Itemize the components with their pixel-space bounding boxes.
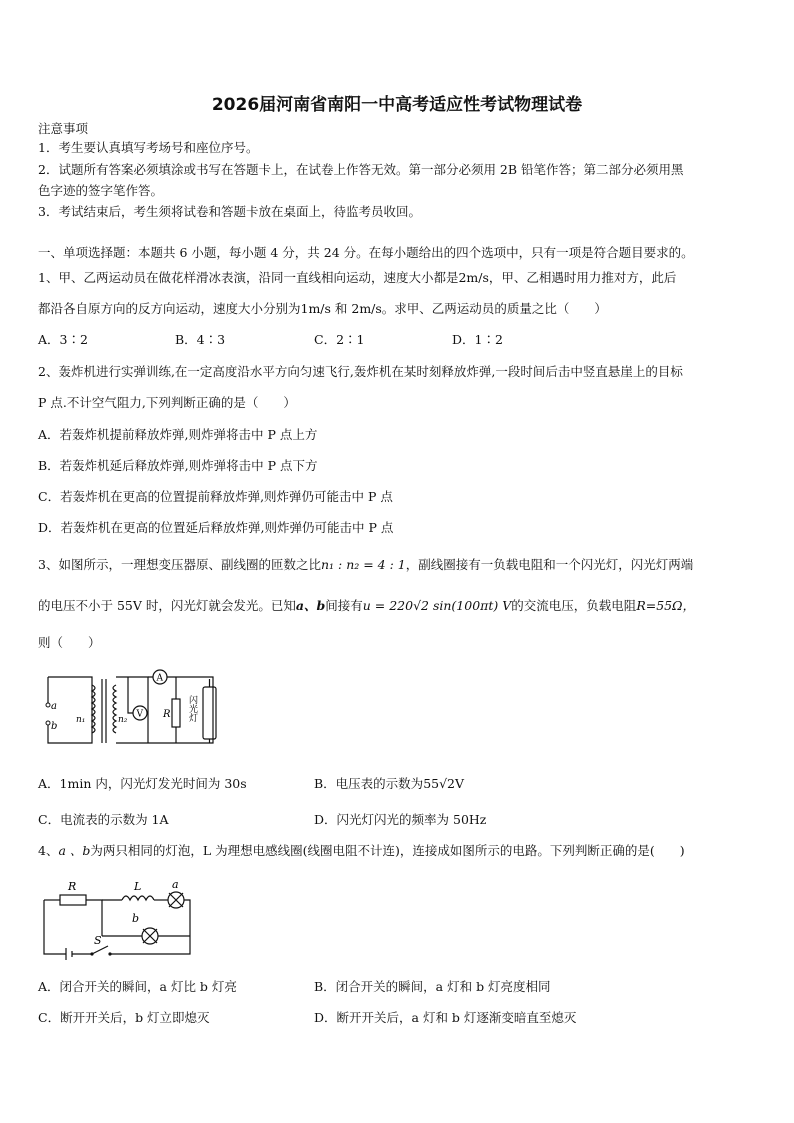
- terminal-b-label: b: [51, 721, 58, 732]
- switch-label: S: [94, 934, 102, 947]
- q2-option-d: D．若轰炸机在更高的位置延后释放炸弹,则炸弹仍可能击中 P 点: [38, 520, 394, 535]
- q1-stem: 都沿各自原方向的反方向运动，速度大小分别为1m/s 和 2m/s。求甲、乙两运动员的质量之比（ ）: [38, 301, 607, 316]
- section-heading: 一、单项选择题：本题共 6 小题，每小题 4 分，共 24 分。在每小题给出的四个选项中，只有一项是符合题目要求的。: [38, 245, 694, 260]
- terminal-a-label: a: [51, 701, 57, 712]
- q4-option-b: B．闭合开关的瞬间，a 灯和 b 灯亮度相同: [314, 979, 551, 994]
- q3-option-b: [314, 776, 464, 792]
- q3-stem: [38, 557, 693, 573]
- q4-option-a: A．闭合开关的瞬间，a 灯比 b 灯亮: [38, 979, 237, 994]
- q2-option-c: C．若轰炸机在更高的位置提前释放炸弹,则炸弹仍可能击中 P 点: [38, 489, 393, 504]
- inductor-label: L: [134, 880, 142, 893]
- q4-ab: a 、b: [58, 843, 91, 858]
- q3-formula: u = 220√2 sin(100πt) V: [362, 598, 512, 613]
- voltmeter-label: V: [136, 709, 143, 720]
- q4-option-c: C．断开开关后，b 灯立即熄灭: [38, 1010, 210, 1025]
- q3-stem: 则（ ）: [38, 635, 101, 650]
- q2-stem: 2、轰炸机进行实弹训练,在一定高度沿水平方向匀速飞行,轰炸机在某时刻释放炸弹,一段时间后击中竖直悬崖上的目标: [38, 364, 683, 379]
- q3-option-b-text: B．电压表的示数为: [314, 776, 424, 791]
- q2-option-b: B．若轰炸机延后释放炸弹,则炸弹将击中 P 点下方: [38, 458, 318, 473]
- lamp-a-label: a: [172, 878, 179, 891]
- n1-label: n₁: [76, 715, 86, 725]
- q3-transformer-figure: [38, 665, 224, 755]
- page-title: 2026届河南省南阳一中高考适应性考试物理试卷: [211, 95, 583, 115]
- notice-item: 2．试题所有答案必须填涂或书写在答题卡上，在试卷上作答无效。第一部分必须用 2B 铅笔作答；第二部分必须用黑: [38, 162, 684, 177]
- notice-item: 1．考生要认真填写考场号和座位序号。: [38, 140, 259, 155]
- q1-option-d: D．1∶2: [452, 332, 503, 347]
- q3-option-c: C．电流表的示数为 1A: [38, 812, 169, 827]
- q3-option-a: A．1min 内，闪光灯发光时间为 30s: [38, 776, 247, 791]
- q4-stem-text: 4、: [38, 843, 59, 858]
- q3-stem-text: 的电压不小于 55V 时，闪光灯就会发光。已知: [38, 598, 296, 613]
- q3-option-d: D．闪光灯闪光的频率为 50Hz: [314, 812, 487, 827]
- q3-stem: [38, 598, 695, 614]
- q3-stem-text: 间接有: [325, 598, 363, 613]
- ammeter-label: A: [156, 673, 163, 684]
- q4-stem-text: 为两只相同的灯泡，L 为理想电感线圈(线圈电阻不计连)，连接成如图所示的电路。下列判断正确的是( ): [90, 843, 685, 858]
- resistor-label: R: [68, 880, 77, 893]
- q3-ratio: n₁ : n₂ = 4 : 1: [320, 557, 406, 572]
- n2-label: n₂: [118, 715, 128, 725]
- resistor-label: R: [163, 709, 171, 720]
- q4-circuit-figure: [40, 876, 200, 960]
- q1-option-a: A．3∶2: [38, 332, 88, 347]
- q3-resistance: R=55Ω，: [636, 598, 695, 613]
- q1-stem: 1、甲、乙两运动员在做花样滑冰表演，沿同一直线相向运动，速度大小都是2m/s，甲、乙相遇时用力推对方，此后: [38, 270, 677, 285]
- q4-option-d: D．断开开关后，a 灯和 b 灯逐渐变暗直至熄灭: [314, 1010, 577, 1025]
- flash-lamp-label: 闪光灯: [187, 695, 197, 722]
- q3-stem-text: 的交流电压，负载电阻: [511, 598, 637, 613]
- q3-stem-text: ，副线圈接有一负载电阻和一个闪光灯，闪光灯两端: [405, 557, 694, 572]
- q4-stem: [38, 843, 685, 859]
- notice-item: 3．考试结束后，考生须将试卷和答题卡放在桌面上，待监考员收回。: [38, 204, 421, 219]
- notice-item: 色字迹的签字笔作答。: [38, 183, 164, 198]
- q2-option-a: A．若轰炸机提前释放炸弹,则炸弹将击中 P 点上方: [38, 427, 318, 442]
- notice-heading: 注意事项: [38, 121, 89, 136]
- q3-stem-text: 3、如图所示，一理想变压器原、副线圈的匝数之比: [38, 557, 321, 572]
- q3-ab: a、b: [295, 598, 326, 613]
- q3-option-b-value: 55√2V: [423, 776, 465, 791]
- q1-option-b: B．4∶3: [175, 332, 226, 347]
- q2-stem: P 点.不计空气阻力,下列判断正确的是（ ）: [38, 395, 296, 410]
- lamp-b-label: b: [132, 912, 140, 925]
- q1-option-c: C．2∶1: [314, 332, 365, 347]
